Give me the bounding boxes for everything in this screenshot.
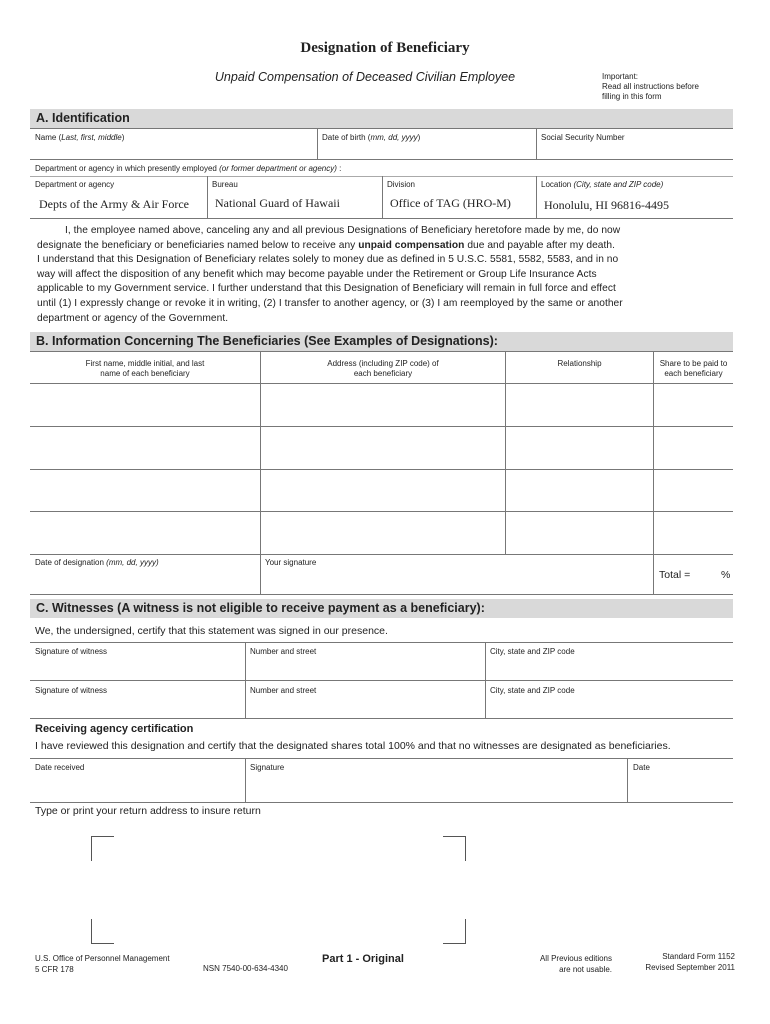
division-label: Division xyxy=(387,180,416,189)
witness-city-label: City, state and ZIP code xyxy=(490,686,575,695)
beneficiary-row[interactable] xyxy=(30,427,733,469)
your-signature-label: Your signature xyxy=(265,558,317,567)
corner-mark xyxy=(443,836,466,861)
witness-city-label: City, state and ZIP code xyxy=(490,647,575,656)
bureau-label: Bureau xyxy=(212,180,238,189)
footer-previous-editions: All Previous editions are not usable. xyxy=(539,954,612,974)
receiving-heading: Receiving agency certification xyxy=(35,723,194,735)
footer-opm: U.S. Office of Personnel Management 5 CFR 178 xyxy=(35,954,170,974)
date-of-designation-label: Date of designation (mm, dd, yyyy) xyxy=(35,558,159,567)
col-share-header: Share to be paid to each beneficiary xyxy=(659,359,728,378)
date-received-label: Date received xyxy=(35,763,85,772)
dept-label: Department or agency xyxy=(35,180,115,189)
location-label: Location (City, state and ZIP code) xyxy=(541,180,664,189)
corner-mark xyxy=(443,919,466,944)
total-label: Total = xyxy=(659,569,691,581)
col-address-header: Address (including ZIP code) of each beneficiary xyxy=(327,359,439,378)
receiving-signature-label: Signature xyxy=(250,763,285,772)
bureau-value[interactable]: National Guard of Hawaii xyxy=(215,196,340,210)
return-address-label: Type or print your return address to insure return xyxy=(35,805,261,817)
form-subtitle: Unpaid Compensation of Deceased Civilian Employee xyxy=(214,70,516,84)
percent-sign: % xyxy=(721,569,731,581)
section-c-heading: C. Witnesses (A witness is not eligible to receive payment as a beneficiary): xyxy=(30,599,733,618)
corner-mark xyxy=(91,836,114,861)
receiving-text: I have reviewed this designation and certify that the designated shares total 100% and that no witnesses are designated as beneficiaries. xyxy=(35,740,671,752)
ssn-label: Social Security Number xyxy=(541,133,625,142)
witness-street-label: Number and street xyxy=(250,686,317,695)
col-name-header: First name, middle initial, and last name of each beneficiary xyxy=(85,359,205,378)
location-value[interactable]: Honolulu, HI 96816-4495 xyxy=(544,198,669,212)
return-address-field[interactable] xyxy=(91,836,466,944)
receiving-date-label: Date xyxy=(633,763,650,772)
form-title: Designation of Beneficiary xyxy=(300,40,470,56)
witness-street-label: Number and street xyxy=(250,647,317,656)
name-label: Name (Last, first, middle) xyxy=(35,133,125,142)
witness-signature-label: Signature of witness xyxy=(35,686,108,695)
beneficiary-row[interactable] xyxy=(30,384,733,426)
dob-label: Date of birth (mm, dd, yyyy) xyxy=(322,133,421,142)
witness-certify-text: We, the undersigned, certify that this statement was signed in our presence. xyxy=(35,625,388,637)
dept-intro: Department or agency in which presently employed (or former department or agency) : xyxy=(35,164,342,173)
footer-part: Part 1 - Original xyxy=(322,953,404,965)
beneficiary-row[interactable] xyxy=(30,470,733,511)
witness-signature-label: Signature of witness xyxy=(35,647,108,656)
name-field[interactable] xyxy=(35,143,315,158)
beneficiary-row[interactable] xyxy=(30,512,733,554)
footer-form-number: Standard Form 1152 Revised September 2011 xyxy=(645,952,735,972)
important-note: Important: Read all instructions before filling in this form xyxy=(602,72,699,101)
dept-value[interactable]: Depts of the Army & Air Force xyxy=(39,197,189,211)
division-value[interactable]: Office of TAG (HRO-M) xyxy=(390,196,511,210)
corner-mark xyxy=(91,919,114,944)
ssn-field[interactable] xyxy=(541,143,731,158)
section-a-heading: A. Identification xyxy=(30,109,733,128)
dob-field[interactable] xyxy=(322,143,532,158)
declaration-text: I, the employee named above, canceling any and all previous Designations of Beneficiary heretofore made by me, do now designate the beneficiary or beneficiaries named below to receive any unpaid compensation due and payable after my death. I understand that this Designation of Beneficiary relates solely to money due as defined in 5 U.S.C. 5581, 5582, 5583, and in no way will affect the disposition of any benefit which may become payable under the Retirement or Group Life Insurance Acts applicable to my Government service. I further understand that this Designation of Beneficiary will remain in full force and effect until (1) I expressly change or revoke it in writing, (2) I transfer to another agency, or (3) I am reemployed by the same or another department or agency of the Government. xyxy=(37,225,623,324)
your-signature-field[interactable] xyxy=(265,570,649,592)
footer-nsn: NSN 7540-00-634-4340 xyxy=(203,964,288,973)
date-of-designation-field[interactable] xyxy=(35,570,255,592)
section-b-heading: B. Information Concerning The Beneficiaries (See Examples of Designations): xyxy=(30,332,733,351)
col-relationship-header: Relationship xyxy=(557,359,602,368)
